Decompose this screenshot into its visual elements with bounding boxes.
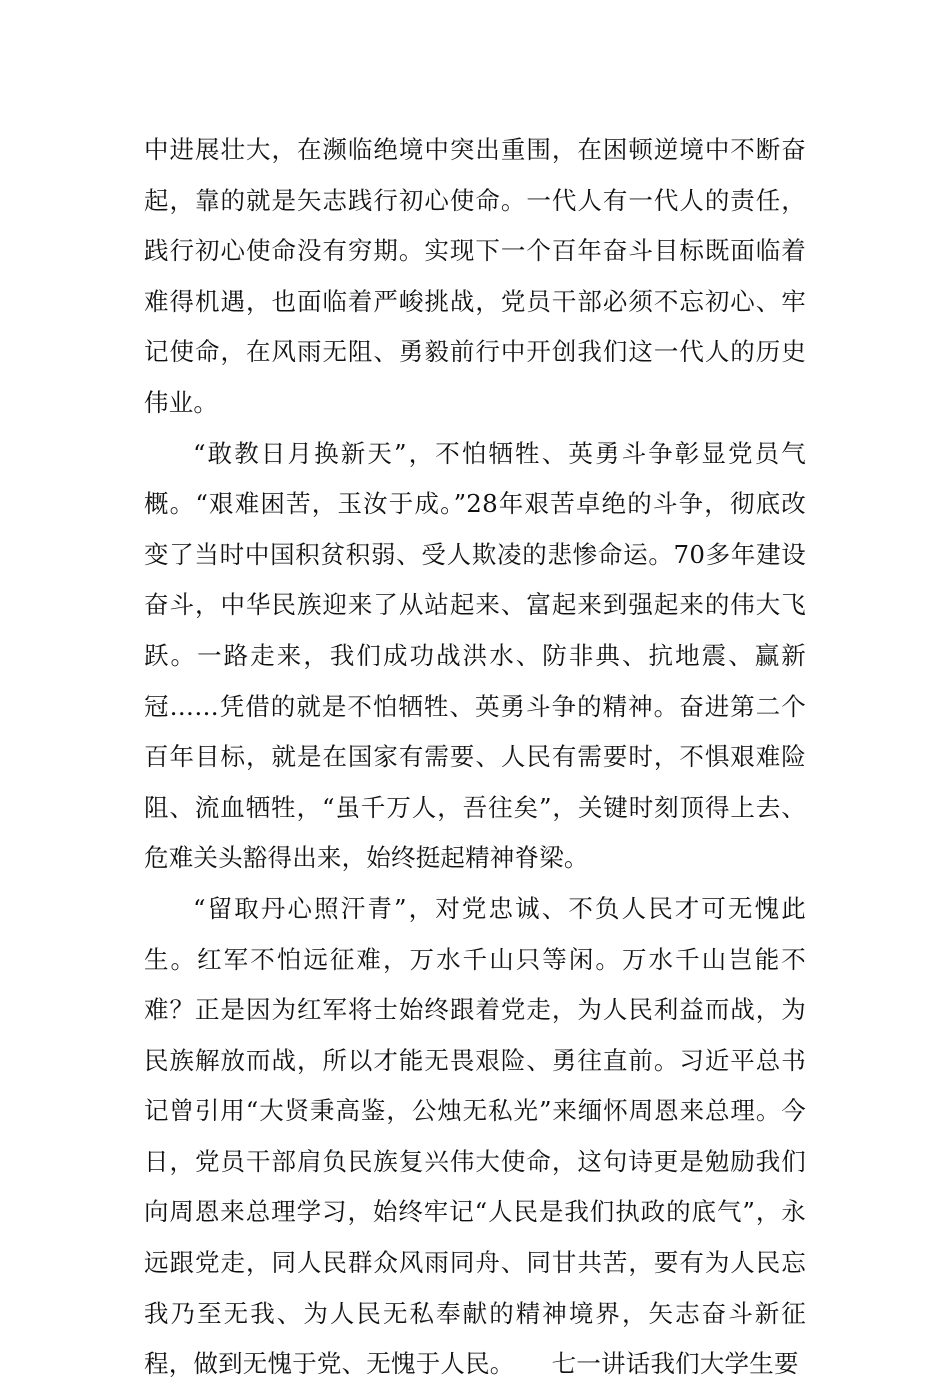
paragraph-2: “敢教日月换新天”，不怕牺牲、英勇斗争彰显党员气概。“艰难困苦，玉汝于成。”28年艰苦卓绝的斗争，彻底改变了当时中国积贫积弱、受人欺凌的悲惨命运。70多年建设奋斗，中华民族迎来了从站起来、富起来到强起来的伟大飞跃。一路走来，我们成功战洪水、防非典、抗地震、赢新冠……凭借的就是不怕牺牲、英勇斗争的精神。奋进第二个百年目标，就是在国家有需要、人民有需要时，不惧艰难险阻、流血牺牲，“虽千万人，吾往矣”，关键时刻顶得上去、危难关头豁得出来，始终挺起精神脊梁。 [144,438,806,873]
document-body [144,125,806,1390]
paragraph-3: “留取丹心照汗青”，对党忠诚、不负人民才可无愧此生。红军不怕远征难，万水千山只等闲。万水千山岂能不难？正是因为红军将士始终跟着党走，为人民利益而战，为民族解放而战，所以才能无畏艰险、勇往直前。习近平总书记曾引用“大贤秉高鉴，公烛无私光”来缅怀周恩来总理。今日，党员干部肩负民族复兴伟大使命，这句诗更是勉励我们向周恩来总理学习，始终牢记“人民是我们执政的底气”，永远跟党走，同人民群众风雨同舟、同甘共苦，要有为人民忘我乃至无我、为人民无私奉献的精神境界，矢志奋斗新征程，做到无愧于党、无愧于人民。 七一讲话我们大学生要 [144,893,806,1379]
paragraph-1: 中进展壮大，在濒临绝境中突出重围，在困顿逆境中不断奋起，靠的就是矢志践行初心使命。一代人有一代人的责任，践行初心使命没有穷期。实现下一个百年奋斗目标既面临着难得机遇，也面临着严峻挑战，党员干部必须不忘初心、牢记使命，在风雨无阻、勇毅前行中开创我们这一代人的历史伟业。 [144,135,806,417]
